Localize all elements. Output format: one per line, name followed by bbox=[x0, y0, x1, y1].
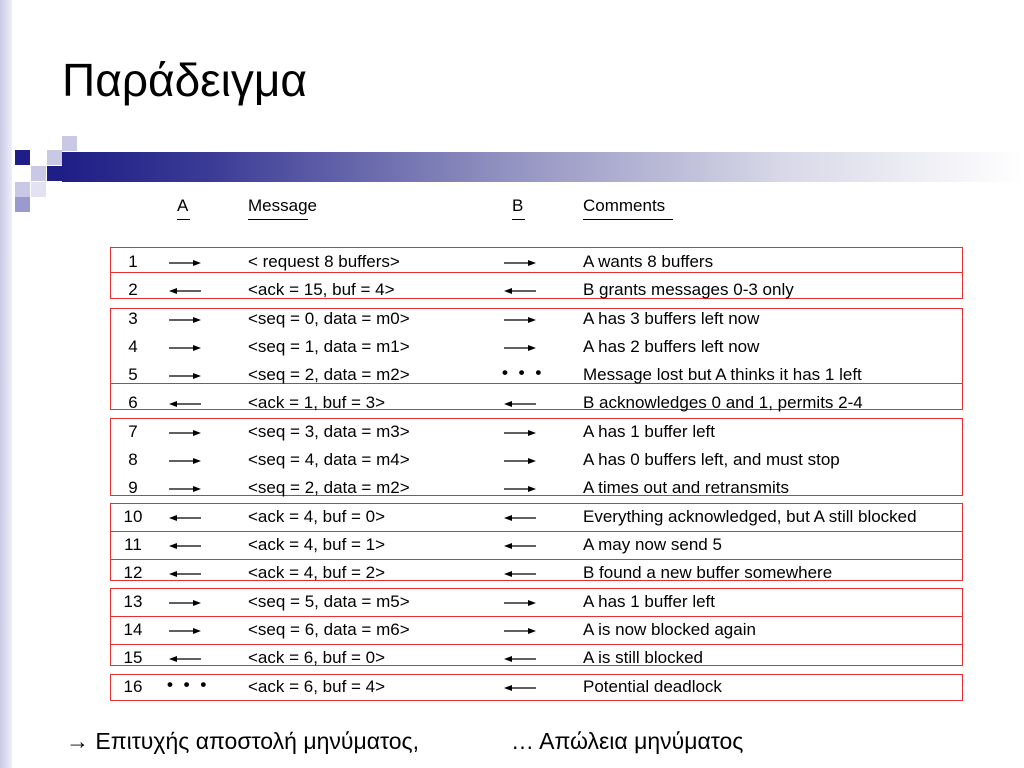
arrow-left-icon bbox=[504, 288, 536, 294]
slide-title: Παράδειγμα bbox=[62, 54, 308, 106]
arrow-right-icon bbox=[169, 600, 201, 606]
comment-text: B acknowledges 0 and 1, permits 2-4 bbox=[583, 393, 863, 412]
message-text: <ack = 6, buf = 4> bbox=[248, 677, 386, 696]
row-number: 15 bbox=[123, 648, 143, 667]
row-number: 2 bbox=[128, 280, 138, 299]
header-a: A bbox=[177, 196, 190, 220]
arrow-left-icon bbox=[169, 515, 201, 521]
arrow-left-icon bbox=[504, 543, 536, 549]
table-row bbox=[0, 588, 1024, 616]
comment-text: A wants 8 buffers bbox=[583, 252, 714, 271]
table-row bbox=[0, 276, 1024, 304]
comment-text: Potential deadlock bbox=[583, 677, 722, 696]
arrow-left-icon bbox=[504, 515, 536, 521]
comment-text: B found a new buffer somewhere bbox=[583, 563, 833, 582]
arrow-left-icon bbox=[504, 656, 536, 662]
arrow-right-icon bbox=[169, 458, 201, 464]
arrow-right-icon bbox=[169, 345, 201, 351]
arrow-right-icon bbox=[504, 486, 536, 492]
row-number: 12 bbox=[123, 563, 143, 582]
arrow-right-icon bbox=[504, 628, 536, 634]
comment-text: A has 3 buffers left now bbox=[583, 309, 760, 328]
arrow-left-icon bbox=[169, 543, 201, 549]
arrow-left-icon bbox=[169, 571, 201, 577]
arrow-left-icon bbox=[169, 656, 201, 662]
arrow-right-icon bbox=[504, 430, 536, 436]
arrow-right-icon bbox=[504, 458, 536, 464]
comment-text: Message lost but A thinks it has 1 left bbox=[583, 365, 862, 384]
legend-success-label: Επιτυχής αποστολή μηνύματος, bbox=[95, 728, 420, 754]
table-row bbox=[0, 361, 1024, 389]
message-text: <seq = 6, data = m6> bbox=[248, 620, 410, 639]
comment-text: A may now send 5 bbox=[583, 535, 722, 554]
arrow-right-icon bbox=[504, 317, 536, 323]
table-row bbox=[0, 418, 1024, 446]
row-number: 11 bbox=[124, 535, 142, 554]
comment-text: Everything acknowledged, but A still blocked bbox=[583, 507, 917, 526]
message-text: <seq = 1, data = m1> bbox=[248, 337, 410, 356]
arrow-right-icon bbox=[169, 373, 201, 379]
message-text: <ack = 4, buf = 2> bbox=[248, 563, 386, 582]
comment-text: A has 0 buffers left, and must stop bbox=[583, 450, 840, 469]
message-text: <seq = 0, data = m0> bbox=[248, 309, 410, 328]
row-number: 3 bbox=[128, 309, 138, 328]
arrow-right-icon bbox=[169, 430, 201, 436]
arrow-left-icon bbox=[169, 401, 201, 407]
row-number: 16 bbox=[123, 677, 143, 696]
arrow-right-icon bbox=[169, 317, 201, 323]
table-row bbox=[0, 305, 1024, 333]
arrow-right-icon bbox=[169, 628, 201, 634]
message-text: <ack = 1, buf = 3> bbox=[248, 393, 386, 412]
table-row bbox=[0, 248, 1024, 276]
row-number: 10 bbox=[123, 507, 143, 526]
header-b: B bbox=[512, 196, 525, 220]
lost-message-dots-icon: • • • bbox=[167, 675, 210, 694]
arrow-left-icon bbox=[169, 288, 201, 294]
table-row bbox=[0, 673, 1024, 701]
row-number: 6 bbox=[128, 393, 138, 412]
table-row bbox=[0, 616, 1024, 644]
row-number: 8 bbox=[128, 450, 138, 469]
row-number: 9 bbox=[128, 478, 138, 497]
row-number: 13 bbox=[123, 592, 143, 611]
arrow-right-icon: → bbox=[66, 728, 89, 754]
message-text: <seq = 4, data = m4> bbox=[248, 450, 410, 469]
message-text: <ack = 6, buf = 0> bbox=[248, 648, 386, 667]
message-text: <ack = 4, buf = 1> bbox=[248, 535, 386, 554]
arrow-left-icon bbox=[504, 685, 536, 691]
arrow-left-icon bbox=[504, 571, 536, 577]
arrow-right-icon bbox=[504, 260, 536, 266]
arrow-right-icon bbox=[169, 260, 201, 266]
table-row bbox=[0, 446, 1024, 474]
header-comments: Comments bbox=[583, 196, 673, 220]
row-number: 14 bbox=[123, 620, 143, 639]
comment-text: A is still blocked bbox=[583, 648, 703, 667]
legend-success bbox=[66, 726, 419, 756]
comment-text: A has 1 buffer left bbox=[583, 422, 715, 441]
row-number: 5 bbox=[128, 365, 138, 384]
comment-text: A is now blocked again bbox=[583, 620, 756, 639]
comment-text: A has 1 buffer left bbox=[583, 592, 715, 611]
message-text: < request 8 buffers> bbox=[248, 252, 400, 271]
table-row bbox=[0, 644, 1024, 672]
message-text: <seq = 3, data = m3> bbox=[248, 422, 410, 441]
arrow-right-icon bbox=[169, 486, 201, 492]
message-text: <ack = 4, buf = 0> bbox=[248, 507, 386, 526]
table-row bbox=[0, 559, 1024, 587]
comment-text: A has 2 buffers left now bbox=[583, 337, 760, 356]
message-text: <seq = 2, data = m2> bbox=[248, 365, 410, 384]
row-number: 1 bbox=[128, 252, 138, 271]
arrow-right-icon bbox=[504, 600, 536, 606]
table-row bbox=[0, 474, 1024, 502]
title-gradient-bar bbox=[62, 152, 1024, 182]
lost-message-dots-icon: • • • bbox=[502, 363, 545, 382]
table-row bbox=[0, 389, 1024, 417]
message-text: <seq = 2, data = m2> bbox=[248, 478, 410, 497]
arrow-right-icon bbox=[504, 345, 536, 351]
row-number: 7 bbox=[128, 422, 138, 441]
message-text: <ack = 15, buf = 4> bbox=[248, 280, 395, 299]
header-message: Message bbox=[248, 196, 308, 220]
table-row bbox=[0, 531, 1024, 559]
arrow-left-icon bbox=[504, 401, 536, 407]
message-text: <seq = 5, data = m5> bbox=[248, 592, 410, 611]
comment-text: B grants messages 0-3 only bbox=[583, 280, 794, 299]
table-row bbox=[0, 333, 1024, 361]
table-row bbox=[0, 503, 1024, 531]
comment-text: A times out and retransmits bbox=[583, 478, 789, 497]
legend-loss: … Απώλεια μηνύματος bbox=[511, 728, 744, 754]
row-number: 4 bbox=[128, 337, 138, 356]
